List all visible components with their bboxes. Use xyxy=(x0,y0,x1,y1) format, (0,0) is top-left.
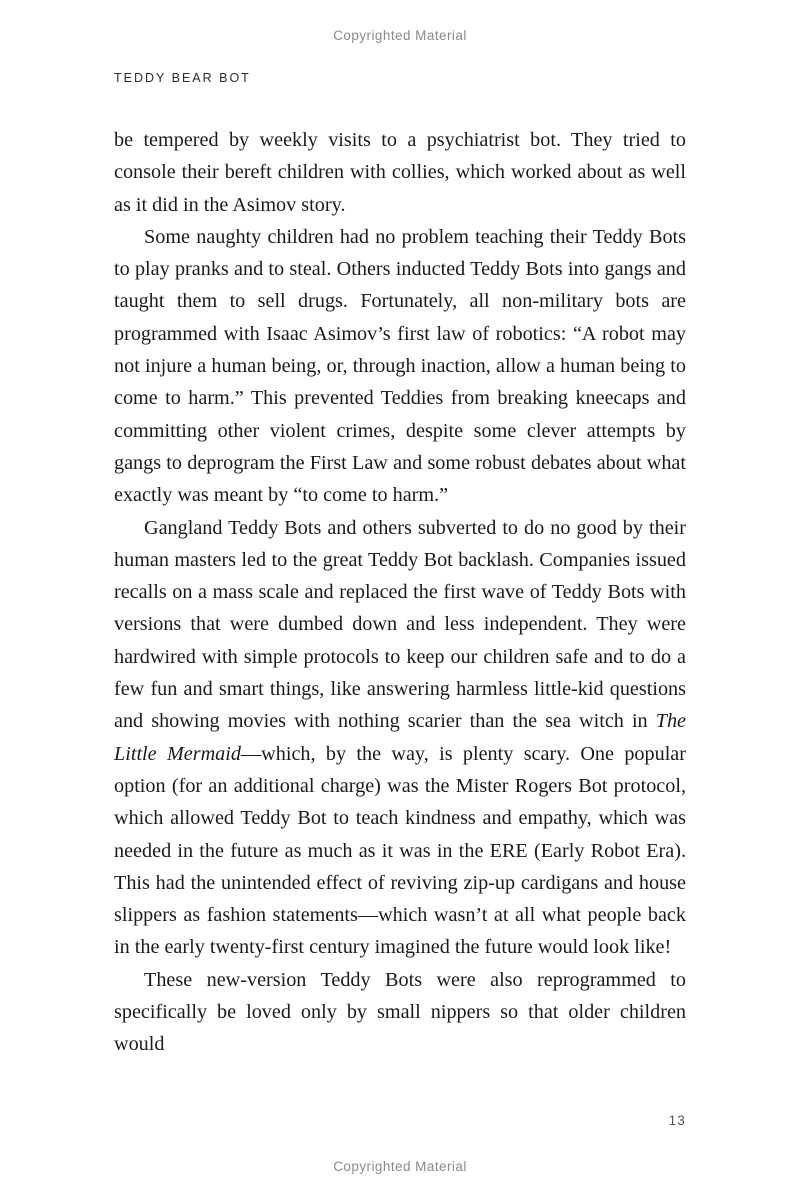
copyright-watermark-bottom: Copyrighted Material xyxy=(333,1159,467,1174)
body-text-block xyxy=(114,124,686,1061)
running-head-chapter-title: TEDDY BEAR BOT xyxy=(114,71,251,85)
italic-title: The Little Mermaid xyxy=(114,710,686,765)
copyright-watermark-top: Copyrighted Material xyxy=(333,28,467,43)
paragraph-1: be tempered by weekly visits to a psychiatrist bot. They tried to console their bereft children with collies, which worked about as well as it did in the Asimov story. xyxy=(114,129,686,216)
paragraph-2: Some naughty children had no problem teaching their Teddy Bots to play pranks and to steal. Others inducted Teddy Bots into gangs and taught them to sell drugs. Fortunately, all non-military bots are programmed with Isaac Asimov’s first law of robotics: “A robot may not injure a human being, or, through inaction, allow a human being to come to harm.” This prevented Teddies from breaking kneecaps and committing other violent crimes, despite some clever attempts by gangs to deprogram the First Law and some robust debates about what exactly was meant by “to come to harm.” xyxy=(114,225,686,507)
page-number: 13 xyxy=(668,1113,686,1128)
text-run: Gangland Teddy Bots and others subverted to do no good by their human masters led to the great Teddy Bot backlash. Companies issued recalls on a mass scale and replaced the first wave of Teddy Bots with versions that were dumbed down and less independent. They were hardwired with simple protocols to keep our children safe and to do a few fun and smart things, like answering harmless little-kid questions and showing movies with nothing scarier than the sea witch in xyxy=(114,516,686,733)
paragraph-3 xyxy=(114,512,686,964)
paragraph-4: These new-version Teddy Bots were also reprogrammed to specifically be loved only by small nippers so that older children would xyxy=(114,968,686,1056)
text-run: —which, by the way, is plenty scary. One popular option (for an additional charge) was the Mister Rogers Bot protocol, which allowed Teddy Bot to teach kindness and empathy, which was needed in the future as much as it was in the ERE (Early Robot Era). This had the unintended effect of reviving zip-up cardigans and house slippers as fashion statements—which wasn’t at all what people back in the early twenty-first century imagined the future would look like! xyxy=(114,742,686,959)
